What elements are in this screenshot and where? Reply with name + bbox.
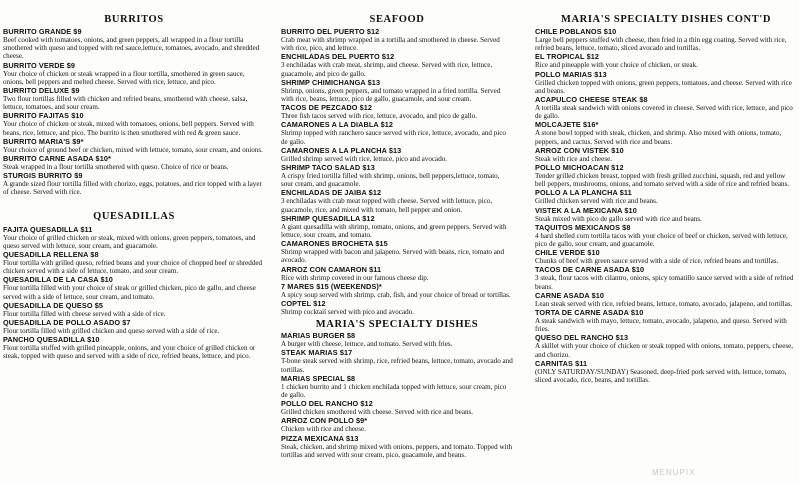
menu-item: TACOS DE CARNE ASADA $10 3 steak, flour tacos with cilantro, onions, spicy tomatillo sauce served with a side of refried beans. [535,265,794,291]
menu-item: ACAPULCO CHEESE STEAK $8 A tortilla steak sandwich with onions covered in cheese. Served with rice, lettuce, and pico de gallo. [535,95,793,121]
menu-item: ARROZ CON POLLO $9* Chicken with rice and cheese. [281,416,368,434]
menu-item: BURRITO DEL PUERTO $12 Crab meat with shrimp wrapped in a tortilla and smothered in cheese. Served with rice, pico, and lettuce. [281,27,500,53]
menu-item: SHRIMP TACO SALAD $13 A crispy fried tortilla filled with shrimp, onions, bell peppers,lettuce, tomato, sour cream, and guacamole. [281,163,500,189]
section-title-seafood: SEAFOOD [369,14,425,25]
menu-item: BURRITO FAJITAS $10 Your choice of chicken or steak, mixed with tomatoes, onions, bell peppers. Served with beans, rice, lettuce, and pico. The burrito is then smothered with red & green sauce. [3,111,254,137]
menu-item: SHRIMP QUESADILLA $12 A giant quesadilla with shrimp, tomato, onions, and green peppers. Served with lettuce, sour cream, and tomato. [281,213,507,240]
menu-item: POLLO MICHOACAN $12 Tender grilled chicken breast, topped with fresh grilled zucchini, squash, red and yellow bell peppers, mushrooms, onions, and tomato served with a side of rice and refried beans. [535,163,790,189]
menu-item: BURRITO VERDE $9 Your choice of chicken or steak wrapped in a flour tortilla, smothered in green sauce, onions, bell peppers and melted cheese. Served with rice, lettuce, and pico. [3,60,245,86]
menu-item: SHRIMP CHIMICHANGA $13 Shrimp, onions, green peppers, and tomato wrapped in a fried tortilla. Served with rice, beans, lettuce, pico de gallo, guacamole, and sour cream. [281,77,501,104]
menu-item: COPTEL $12 Shrimp cocktail served with pico and avocado. [281,299,414,317]
menu-item: MARIAS SPECIAL $8 1 chicken burrito and 1 chicken enchilada topped with lettuce, sour cream, pico de gallo. [281,373,507,400]
section-title-burritos: BURRITOS [104,14,164,25]
menu-item: FAJITA QUESADILLA $11 Your choice of grilled chicken or steak, mixed with onions, green peppers, tomatoes, and queso served with lettuce, sour cream, and guacamole. [3,224,256,250]
menu-item: MOLCAJETE $16* A stone bowl topped with steak, chicken, and shrimp. Also mixed with onions, tomato, peppers, and cactus. Served with rice and beans. [535,120,782,146]
menu-item: PANCHO QUESADILLA $10 Flour tortilla stuffed with grilled pineapple, onions, and your choice of grilled chicken or steak, topped with queso and served with a side of rice, refried beans, lettuce, and pico. [3,335,256,361]
menu-item: POLLO MARIAS $13 Grilled chicken topped with onions, green peppers, tomatoes, and cheese. Served with rice and beans. [535,69,792,95]
watermark: MENUPIX [652,468,696,477]
menu-item: ARROZ CON VISTEK $10 Steak with rice and cheese. [535,145,624,163]
menu-item: ENCHILADAS DEL PUERTO $12 3 enchiladas with crab meat, shrimp, and cheese. Served with rice, lettuce, guacamole, and pico de gallo. [281,52,493,78]
section-title-specialty-cont: MARIA'S SPECIALTY DISHES CONT'D [560,14,772,25]
menu-item: CHILE VERDE $10 Chunks of beef with green sauce served with a side of rice, refried beans and tortillas. [535,248,779,266]
menu-item: STURGIS BURRITO $9 A grande sized flour tortilla filled with chorizo, eggs, potatoes, and rice topped with a layer of cheese. Served with rice. [3,171,262,197]
section-title-specialty: MARIA'S SPECIALTY DISHES [315,319,479,331]
menu-item: ENCHILADAS DE JAIBA $12 3 enchiladas with crab meat topped with cheese. Served with lettuce, pico, guacamole, rice, and mixed with tomato, bell pepper and onion. [281,188,493,214]
column-middle [281,14,513,459]
menu-item: CARNE ASADA $10 Lean steak served with rice, refried beans, lettuce, tomato, avocado, jalapeno, and tortillas. [535,290,793,308]
menu-item: BURRITO DELUXE $9 Two flour tortillas filled with chicken and refried beans, smothered with cheese, salsa, lettuce, tomatoes, and sour cream. [3,86,248,112]
menu-item: ARROZ CON CAMARON $11 Rice with shrimp covered in our famous cheese dip. [281,264,429,282]
column-right [535,14,797,384]
menu-item: CHILE POBLANOS $10 Large bell peppers stuffed with cheese, then fried in a thin egg coating. Served with rice, refried beans, lettuce, tomato, sliced avocado and tortillas. [535,27,787,53]
menu-item: MARIAS BURGER $8 A burger with cheese, lettuce, and tomato. Served with fries. [281,331,453,349]
menu-item: BURRITO MARIA'S $9* Your choice of ground beef or chicken, mixed with lettuce, tomato, sour cream, and onions. [3,136,263,154]
menu-item: QUESADILLA DE LA CASA $10 Flour tortilla filled with your choice of steak or grilled chicken, pico de gallo, and cheese served with a side of lettuce, sour cream, and tomato. [3,275,256,301]
menu-item: CAMARONES BROCHETA $15 Shrimp wrapped with bacon and jalapeno. Served with beans, rice, tomato and avocado. [281,239,504,265]
menu-item: BURRITO GRANDE $9 Beef cooked with tomatoes, onions, and green peppers, all wrapped in a flour tortilla smothered with queso and topped with red sauce,lettuce, tomatoes, avocado, and shredded cheese. [3,27,260,61]
section-title-quesadillas: QUESADILLAS [93,210,175,222]
menu-item: POLLO A LA PLANCHA $11 Grilled chicken served with rice and beans. [535,188,658,206]
menu-item: QUESO DEL RANCHO $13 A skillet with your choice of chicken or steak topped with onions, tomato, peppers, cheese, and chorizo. [535,333,794,359]
menu-item: EL TROPICAL $12 Rice and pineapple with your choice of chicken, or steak. [535,52,698,70]
menu-item: TORTA DE CARNE ASADA $10 A steak sandwich with mayo, lettuce, tomato, avocado, jalapeno, and queso. Served with fries. [535,308,787,334]
menu-item: CAMARONES A LA PLANCHA $13 Grilled shrimp served with rice, lettuce, pico and avocado. [281,145,448,163]
menu-item: QUESADILLA DE POLLO ASADO $7 Flour tortilla filled with grilled chicken and queso served with a side of rice. [3,318,220,336]
menu-item: PIZZA MEXICANA $13 Steak, chicken, and shrimp mixed with onions, peppers, and tomato. Topped with tortillas and served with sour cream, pico, guacamole, and beans. [281,433,513,459]
menu-item: STEAK MARIAS $17 T-bone steak served with shrimp, rice, refried beans, lettuce, tomato, avocado and tortillas. [281,348,513,374]
menu-item: POLLO DEL RANCHO $12 Grilled chicken smothered with cheese. Served with rice and beans. [281,399,474,417]
menu-item: QUESADILLA DE QUESO $5 Flour tortilla filled with cheese served with a side of rice. [3,300,166,318]
menu-item: 7 MARES $15 (WEEKENDS)* A spicy soup served with shrimp, crab, fish, and your choice of bread or tortillas. [281,281,511,299]
column-left [3,14,265,361]
menu-item: CARNITAS $11 (ONLY SATURDAY/SUNDAY) Seasoned, deep-fried pork served with, lettuce, tomato, sliced avocado, rice, beans, and tortillas. [535,358,787,385]
menu-item: QUESADILLA RELLENA $8 Flour tortilla with grilled queso, refried beans and your choice of chopped beef or shredded chicken served with a side of lettuce, tomato, and sour cream. [3,250,263,276]
menu-item: BURRITO CARNE ASADA $10* Steak wrapped in a flour tortilla smothered with queso. Choice of rice or beans. [3,154,229,172]
menu-item: TAQUITOS MEXICANOS $8 4 hard shelled corn tortilla tacos with your choice of beef or chicken, served with lettuce, pico de gallo, sour cream, and guacamole. [535,222,788,249]
menu-item: CAMARONES A LA DIABLA $12 Shrimp topped with ranchero sauce served with rice, lettuce, avocado, and pico de gallo. [281,120,506,146]
menu-item: VISTEK A LA MEXICANA $10 Steak mixed with pico de gallo served with rice and beans. [535,205,702,223]
menu-item: TACOS DE PEZCADO $12 Three fish tacos served with rice, lettuce, avocado, and pico de gallo. [281,103,477,121]
